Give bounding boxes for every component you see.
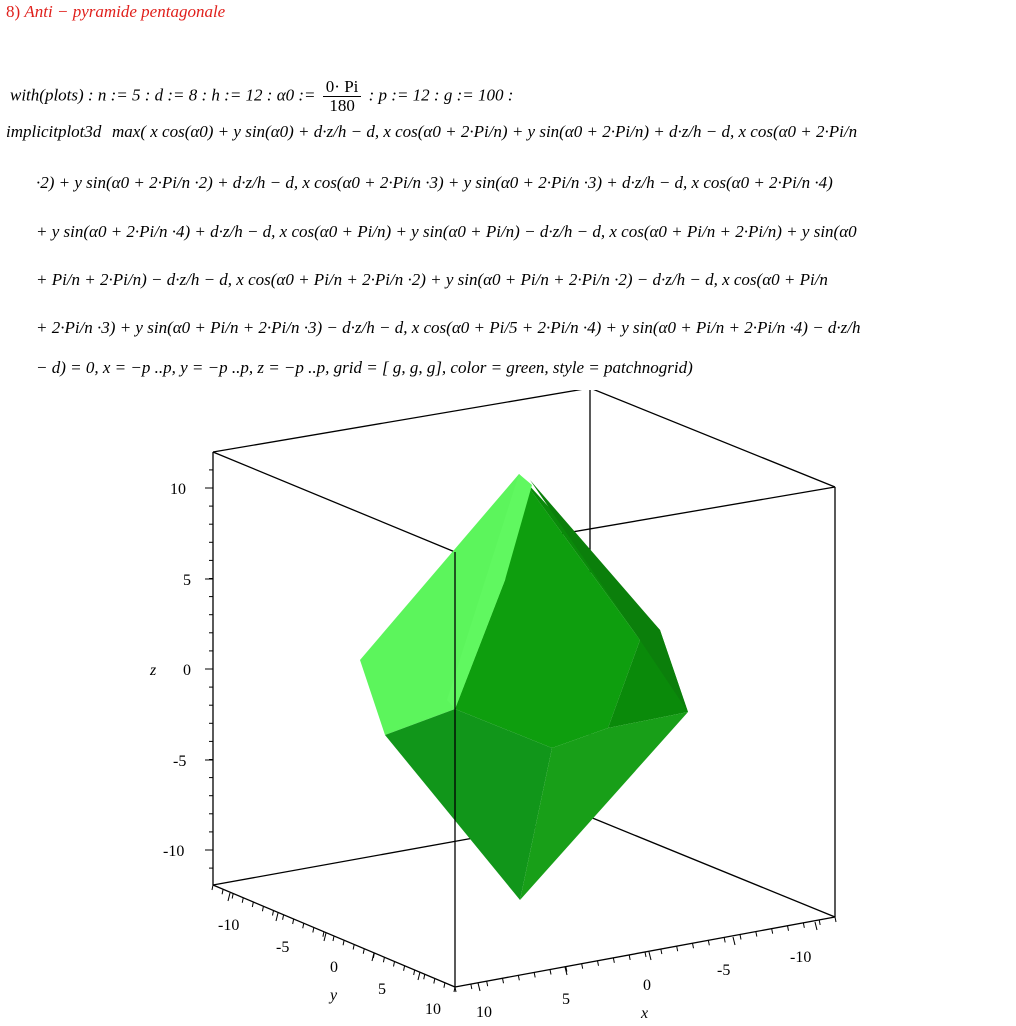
x-minor-tick — [693, 943, 694, 948]
x-minor-tick — [661, 949, 662, 954]
y-minor-tick — [273, 911, 274, 916]
math-row-6: − d) = 0, x = −p ..p, y = −p ..p, z = −p ..p, grid = [ g, g, g], color = green, style = patchnogrid) — [36, 358, 693, 377]
z-tick-labels — [163, 481, 191, 860]
y-minor-tick — [333, 936, 334, 941]
x-minor-tick — [613, 958, 614, 963]
x-minor-tick — [740, 935, 741, 940]
x-minor-tick — [534, 972, 535, 977]
z-tick-label: 10 — [170, 481, 186, 498]
y-minor-tick — [444, 983, 445, 988]
math-row-2: ·2) + y sin(α0 + 2·Pi/n ·2) + d·z/h − d, x cos(α0 + 2·Pi/n ·3) + y sin(α0 + 2·Pi/n ·3) + d·z/h − d, x cos(α0 + 2·Pi/n ·4) — [36, 173, 833, 192]
x-minor-tick — [677, 946, 678, 951]
x-tick-label: 5 — [562, 991, 570, 1008]
y-tick-label: 10 — [425, 1001, 441, 1018]
x-minor-tick — [835, 917, 836, 922]
z-tick-label: -10 — [163, 843, 185, 860]
y-minor-tick — [293, 919, 294, 924]
y-minor-tick — [303, 923, 304, 928]
math-row-4: + Pi/n + 2·Pi/n) − d·z/h − d, x cos(α0 + Pi/n + 2·Pi/n ·2) + y sin(α0 + Pi/n + 2·Pi/n ·2) − d·z/h − d, x cos(α0 + Pi/n — [36, 270, 828, 289]
antiprism-solid — [360, 474, 688, 900]
section-number: 8) — [6, 2, 21, 21]
x-minor-tick — [487, 981, 488, 986]
y-minor-tick — [414, 970, 415, 975]
y-minor-tick — [212, 885, 213, 890]
x-minor-tick — [756, 932, 757, 937]
x-minor-tick — [582, 964, 583, 969]
x-tick-label: -5 — [717, 962, 731, 979]
z-tick-label: -5 — [173, 753, 187, 770]
x-minor-tick — [503, 978, 504, 983]
z-tick-label: 5 — [183, 572, 191, 589]
x-minor-tick — [455, 987, 456, 992]
x-minor-tick — [788, 926, 789, 931]
x-minor-tick — [629, 955, 630, 960]
alpha-fraction-den: 180 — [329, 96, 355, 115]
y-minor-tick — [262, 906, 263, 911]
y-tick-label: 5 — [378, 981, 386, 998]
y-minor-tick — [394, 962, 395, 967]
x-tick-label: 10 — [476, 1004, 492, 1021]
y-axis-label: y — [330, 987, 338, 1004]
math-line-2 — [6, 122, 101, 142]
y-minor-tick — [313, 928, 314, 933]
x-minor-tick — [598, 961, 599, 966]
x-minor-tick — [471, 984, 472, 989]
section-title: Anti − pyramide pentagonale — [24, 2, 226, 21]
y-minor-tick — [343, 940, 344, 945]
x-minor-tick — [803, 923, 804, 928]
x-minor-tick — [550, 970, 551, 975]
y-tick-label: -10 — [218, 917, 240, 934]
math-row-3: + y sin(α0 + 2·Pi/n ·4) + d·z/h − d, x cos(α0 + Pi/n) + y sin(α0 + Pi/n) − d·z/h − d, x cos(α0 + Pi/n + 2·Pi/n) + y sin(α0 — [36, 222, 857, 241]
math-row-5: + 2·Pi/n ·3) + y sin(α0 + Pi/n + 2·Pi/n ·3) − d·z/h − d, x cos(α0 + Pi/5 + 2·Pi/n ·4) + y sin(α0 + Pi/n + 2·Pi/n ·4) − d·z/h — [36, 318, 861, 337]
y-minor-tick — [434, 979, 435, 984]
y-minor-tick — [323, 932, 324, 937]
x-minor-tick — [819, 920, 820, 925]
y-minor-tick — [252, 902, 253, 907]
plot-3d[interactable] — [0, 390, 1016, 1026]
y-minor-tick — [283, 915, 284, 920]
maple-input-region[interactable] — [0, 60, 1016, 390]
x-minor-tick — [518, 975, 519, 980]
z-axis-label: z — [150, 662, 157, 679]
y-minor-tick — [383, 957, 384, 962]
y-minor-tick — [363, 949, 364, 954]
z-tick-label: 0 — [183, 662, 191, 679]
math-row-1: max( x cos(α0) + y sin(α0) + d·z/h − d, x cos(α0 + 2·Pi/n) + y sin(α0 + 2·Pi/n) + d·z/h − d, x cos(α0 + 2·Pi/n — [112, 122, 858, 141]
x-minor-tick — [772, 929, 773, 934]
y-minor-tick — [424, 974, 425, 979]
y-minor-tick — [404, 966, 405, 971]
y-axis-ticks — [228, 893, 420, 980]
y-minor-tick — [242, 898, 243, 903]
alpha-fraction-num: 0· Pi — [323, 78, 362, 97]
y-minor-tick — [232, 894, 233, 899]
y-minor-tick — [222, 889, 223, 894]
implicit-call-name: implicitplot3d — [6, 122, 102, 141]
alpha-fraction — [323, 78, 362, 115]
y-tick-label: 0 — [330, 959, 338, 976]
x-tick-label: -10 — [790, 949, 812, 966]
section-heading — [6, 2, 225, 22]
x-minor-tick — [645, 952, 646, 957]
y-tick-label: -5 — [276, 939, 290, 956]
x-minor-tick — [708, 940, 709, 945]
y-minor-tick — [353, 945, 354, 950]
x-axis-label: x — [641, 1005, 649, 1022]
line1-prefix: with(plots) : n := 5 : d := 8 : h := 12 : α0 := — [10, 85, 316, 105]
math-line-1 — [10, 78, 513, 115]
x-minor-tick — [724, 937, 725, 942]
line1-suffix: : p := 12 : g := 100 : — [368, 85, 514, 105]
x-tick-label: 0 — [643, 977, 651, 994]
